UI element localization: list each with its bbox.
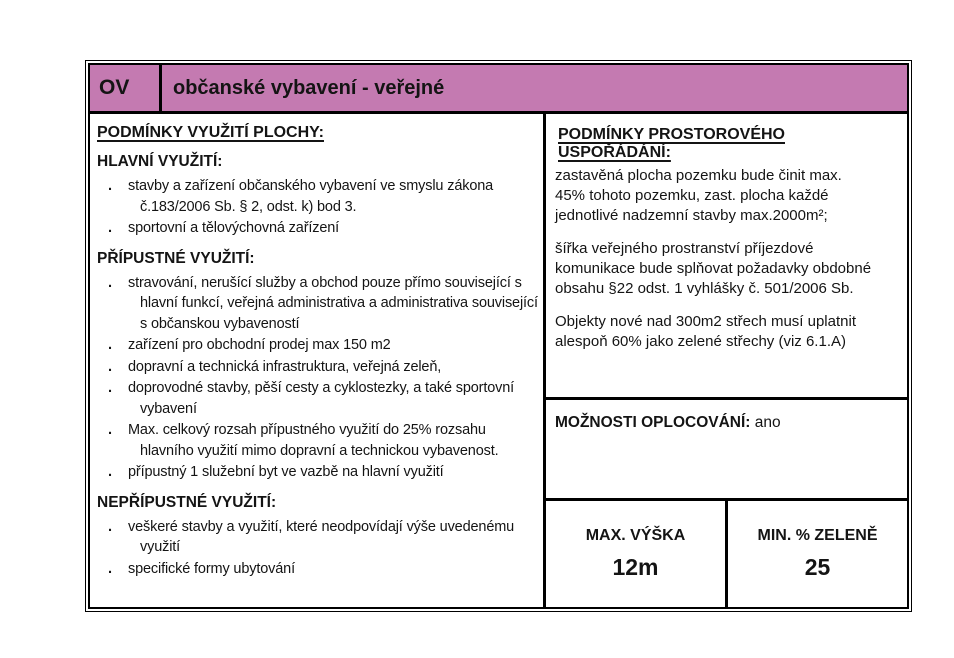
- max-height-label: MAX. VÝŠKA: [585, 527, 686, 544]
- spatial-conditions-panel: [546, 114, 907, 397]
- section-heading: HLAVNÍ VYUŽITÍ:: [97, 153, 223, 170]
- max-height-value: 12m: [612, 554, 659, 580]
- list-item: [94, 273, 543, 335]
- zoning-table: [88, 63, 909, 609]
- bullet-dot-icon: .: [108, 464, 112, 480]
- min-green-cell: [728, 501, 907, 607]
- list-item: [94, 176, 543, 217]
- list-item-text: zařízení pro obchodní prodej max 150 m2: [128, 337, 391, 353]
- list-item-text: specifické formy ubytování: [128, 560, 295, 577]
- list-item: [94, 335, 543, 356]
- bullet-dot-icon: .: [108, 560, 112, 577]
- paragraph: zastavěná plocha pozemku bude činit max. 45% tohoto pozemku, zast. plocha každé jednotlivé nadzemní stavby max.2000m²;: [555, 167, 842, 224]
- list-item: [94, 378, 543, 419]
- section-main-use: [94, 153, 543, 239]
- bullet-dot-icon: .: [108, 380, 112, 396]
- list-item-text: veškeré stavby a využití, které neodpovídají výše uvedenému využití: [128, 518, 515, 555]
- bullet-dot-icon: .: [108, 422, 112, 438]
- spatial-conditions-title: PODMÍNKY PROSTOROVÉHO USPOŘÁDÁNÍ:: [558, 126, 785, 161]
- list-item-text: Max. celkový rozsah přípustného využití do 25% rozsahu hlavního využití mimo dopravní a technickou vybavenost.: [128, 422, 499, 459]
- list-item: [94, 559, 543, 580]
- zone-code-cell: [90, 65, 159, 111]
- zone-title: občanské vybavení - veřejné: [173, 76, 445, 99]
- impermissible-use-list: [94, 517, 543, 580]
- list-item-text: doprovodné stavby, pěší cesty a cyklostezky, a také sportovní vybavení: [128, 380, 515, 417]
- max-height-cell: [546, 501, 725, 607]
- list-item-text: stavby a zařízení občanského vybavení ve smyslu zákona č.183/2006 Sb. § 2, odst. k) bod 3.: [128, 178, 494, 215]
- bullet-dot-icon: .: [108, 518, 112, 535]
- list-item: [94, 462, 543, 483]
- permissible-use-list: [94, 273, 543, 483]
- list-item: [94, 357, 543, 378]
- spatial-conditions-paragraphs: [555, 166, 901, 352]
- bullet-dot-icon: .: [108, 274, 112, 291]
- bullet-dot-icon: .: [108, 178, 112, 194]
- section-heading: PŘÍPUSTNÉ VYUŽITÍ:: [97, 249, 255, 267]
- fencing-label: MOŽNOSTI OPLOCOVÁNÍ:: [555, 414, 751, 431]
- paragraph: šířka veřejného prostranství příjezdové komunikace bude splňovat požadavky obdobné obsahu §22 odst. 1 vyhlášky č. 501/2006 Sb.: [555, 240, 872, 297]
- section-impermissible-use: [94, 494, 543, 580]
- land-use-conditions-panel: [90, 114, 543, 607]
- list-item: [94, 420, 543, 461]
- bullet-dot-icon: .: [108, 337, 112, 353]
- paragraph: Objekty nové nad 300m2 střech musí uplatnit alespoň 60% jako zelené střechy (viz 6.1.A): [555, 313, 856, 350]
- section-heading: NEPŘÍPUSTNÉ VYUŽITÍ:: [97, 493, 277, 511]
- zone-code: OV: [99, 76, 130, 99]
- min-green-label: MIN. % ZELENĚ: [757, 527, 878, 544]
- zone-title-cell: [162, 65, 907, 111]
- min-green-value: 25: [804, 554, 831, 580]
- bullet-dot-icon: .: [108, 220, 112, 236]
- list-item: [94, 218, 543, 239]
- section-permissible-use: [94, 250, 543, 483]
- bullet-dot-icon: .: [108, 358, 112, 375]
- list-item-text: dopravní a technická infrastruktura, veřejná zeleň,: [128, 358, 442, 375]
- list-item-text: přípustný 1 služební byt ve vazbě na hlavní využití: [128, 464, 444, 480]
- land-use-conditions-title: PODMÍNKY VYUŽITÍ PLOCHY:: [97, 124, 324, 141]
- list-item-text: sportovní a tělovýchovná zařízení: [128, 220, 340, 236]
- zoning-sheet: [88, 63, 909, 609]
- main-use-list: [94, 176, 543, 239]
- list-item-text: stravování, nerušící služby a obchod pouze přímo související s hlavní funkcí, veřejná administrativa a administrativa související s občanskou vybaveností: [128, 274, 538, 332]
- fencing-value: ano: [754, 414, 781, 431]
- list-item: [94, 517, 543, 558]
- fencing-cell: [546, 400, 907, 498]
